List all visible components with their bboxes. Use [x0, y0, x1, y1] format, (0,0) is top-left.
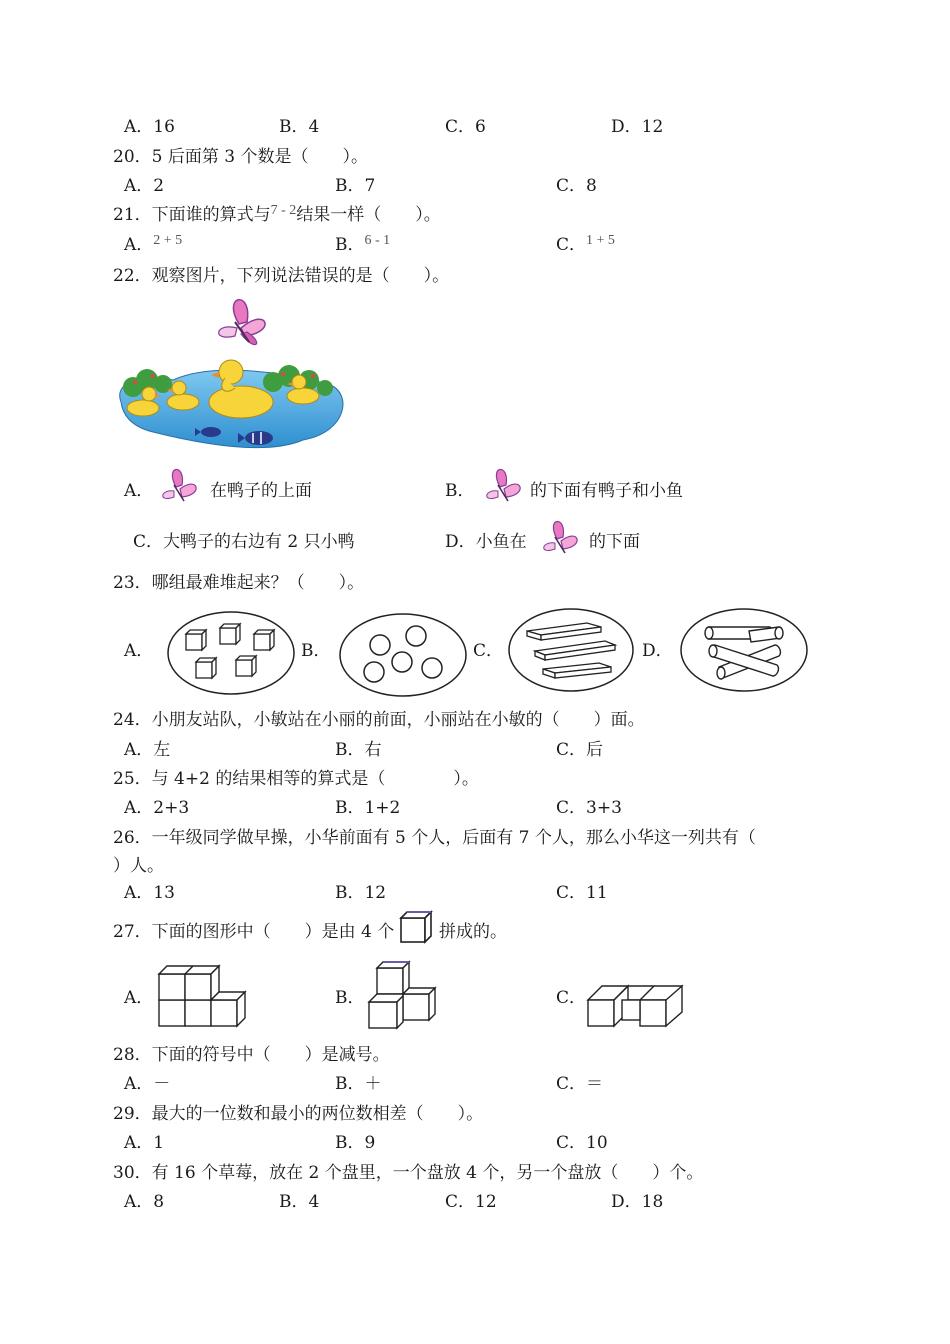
q22-stem: 22．观察图片，下列说法错误的是（ ）。: [113, 266, 450, 286]
cube-stack-a-image: [157, 964, 249, 1030]
q20-option-b[interactable]: B．7: [335, 176, 376, 196]
q21-option-a[interactable]: [124, 233, 183, 255]
q27-stem-post: 拼成的。: [439, 922, 507, 942]
q21-b-label: B．: [335, 235, 365, 255]
q21-c-label: C．: [556, 235, 587, 255]
q30-option-b[interactable]: B．4: [279, 1192, 320, 1212]
q23-option-a[interactable]: A．: [124, 641, 154, 661]
q29-option-b[interactable]: B．9: [335, 1133, 376, 1153]
q28-option-c[interactable]: C．＝: [556, 1074, 604, 1094]
balls-group-image: [338, 612, 468, 698]
q19-option-a[interactable]: A．16: [124, 117, 175, 137]
q23-option-c[interactable]: C．: [473, 641, 504, 661]
q25-option-a[interactable]: A．2+3: [124, 798, 190, 818]
q22-option-a-label[interactable]: A．: [124, 481, 154, 501]
q19-option-c[interactable]: C．6: [445, 117, 486, 137]
q21-stem-pre: 21．下面谁的算式与: [113, 205, 271, 225]
q22-option-c[interactable]: C．大鸭子的右边有 2 只小鸭: [133, 532, 355, 552]
q27-stem-pre: 27．下面的图形中（ ）是由 4 个: [113, 922, 395, 942]
q21-a-label: A．: [124, 235, 154, 255]
q22-d-label: D．: [445, 532, 476, 552]
q20-option-a[interactable]: A．2: [124, 176, 165, 196]
q30-option-a[interactable]: A．8: [124, 1192, 165, 1212]
q25-option-b[interactable]: B．1+2: [335, 798, 401, 818]
q22-d-text-pre: 小鱼在: [475, 532, 527, 552]
pond-scene-image: [113, 292, 348, 462]
q21-option-c[interactable]: [556, 233, 615, 255]
q24-option-a[interactable]: A．左: [124, 740, 171, 760]
butterfly-icon: [482, 465, 526, 507]
q26-option-a[interactable]: A．13: [124, 883, 175, 903]
cube-icon: [399, 910, 435, 944]
q22-option-d[interactable]: [445, 534, 527, 551]
q22-d-text-post: 的下面: [589, 532, 640, 552]
q26-option-b[interactable]: B．12: [335, 883, 387, 903]
q20-stem: 20．5 后面第 3 个数是（ ）。: [113, 147, 368, 167]
q29-stem: 29．最大的一位数和最小的两位数相差（ ）。: [113, 1104, 484, 1124]
q22-option-b-label[interactable]: B．: [445, 481, 475, 501]
q21-c-expr: 1 + 5: [586, 233, 615, 248]
logs-group-image: [679, 607, 809, 693]
q21-b-expr: 6 - 1: [364, 233, 391, 248]
q21-a-expr: 2 + 5: [153, 233, 183, 248]
q24-option-c[interactable]: C．后: [556, 740, 604, 760]
q29-option-c[interactable]: C．10: [556, 1133, 608, 1153]
q22-option-b-text: 的下面有鸭子和小鱼: [530, 481, 683, 501]
butterfly-icon: [158, 465, 202, 507]
q21-option-b[interactable]: [335, 233, 391, 255]
q24-stem: 24．小朋友站队，小敏站在小丽的前面，小丽站在小敏的（ ）面。: [113, 710, 645, 730]
q23-stem: 23．哪组最难堆起来？（ ）。: [113, 573, 365, 593]
q27-option-a[interactable]: A．: [124, 988, 154, 1008]
butterfly-icon: [539, 517, 583, 559]
q21-stem: [113, 203, 441, 225]
q27-option-c[interactable]: C．: [556, 988, 587, 1008]
q26-option-c[interactable]: C．11: [556, 883, 608, 903]
q19-option-b[interactable]: B．4: [279, 117, 320, 137]
butterfly-icon: [219, 300, 265, 345]
q30-stem: 30．有 16 个草莓，放在 2 个盘里，一个盘放 4 个，另一个盘放（ ）个。: [113, 1163, 704, 1183]
boards-group-image: [507, 607, 635, 693]
q19-option-d[interactable]: D．12: [611, 117, 664, 137]
q26-stem-line1: 26．一年级同学做早操，小华前面有 5 个人，后面有 7 个人，那么小华这一列共有（: [113, 828, 756, 848]
q29-option-a[interactable]: A．1: [124, 1133, 165, 1153]
q24-option-b[interactable]: B．右: [335, 740, 382, 760]
q26-stem-line2: ）人。: [113, 856, 164, 876]
q28-stem: 28．下面的符号中（ ）是减号。: [113, 1045, 390, 1065]
q25-stem: 25．与 4+2 的结果相等的算式是（ ）。: [113, 769, 479, 789]
q21-stem-expr: 7 - 2: [270, 203, 297, 218]
q27-option-b[interactable]: B．: [335, 988, 365, 1008]
q25-option-c[interactable]: C．3+3: [556, 798, 622, 818]
q28-option-a[interactable]: A．－: [124, 1074, 171, 1094]
cubes-group-image: [166, 610, 296, 696]
q21-stem-post: 结果一样（ ）。: [296, 205, 441, 225]
q22-option-a-text: 在鸭子的上面: [210, 481, 312, 501]
q23-option-b[interactable]: B．: [301, 641, 331, 661]
q28-option-b[interactable]: B．＋: [335, 1074, 382, 1094]
q20-option-c[interactable]: C．8: [556, 176, 597, 196]
cube-stack-c-image: [586, 982, 688, 1030]
q30-option-c[interactable]: C．12: [445, 1192, 497, 1212]
q23-option-d[interactable]: D．: [642, 641, 673, 661]
cube-stack-b-image: [367, 958, 441, 1032]
q30-option-d[interactable]: D．18: [611, 1192, 664, 1212]
